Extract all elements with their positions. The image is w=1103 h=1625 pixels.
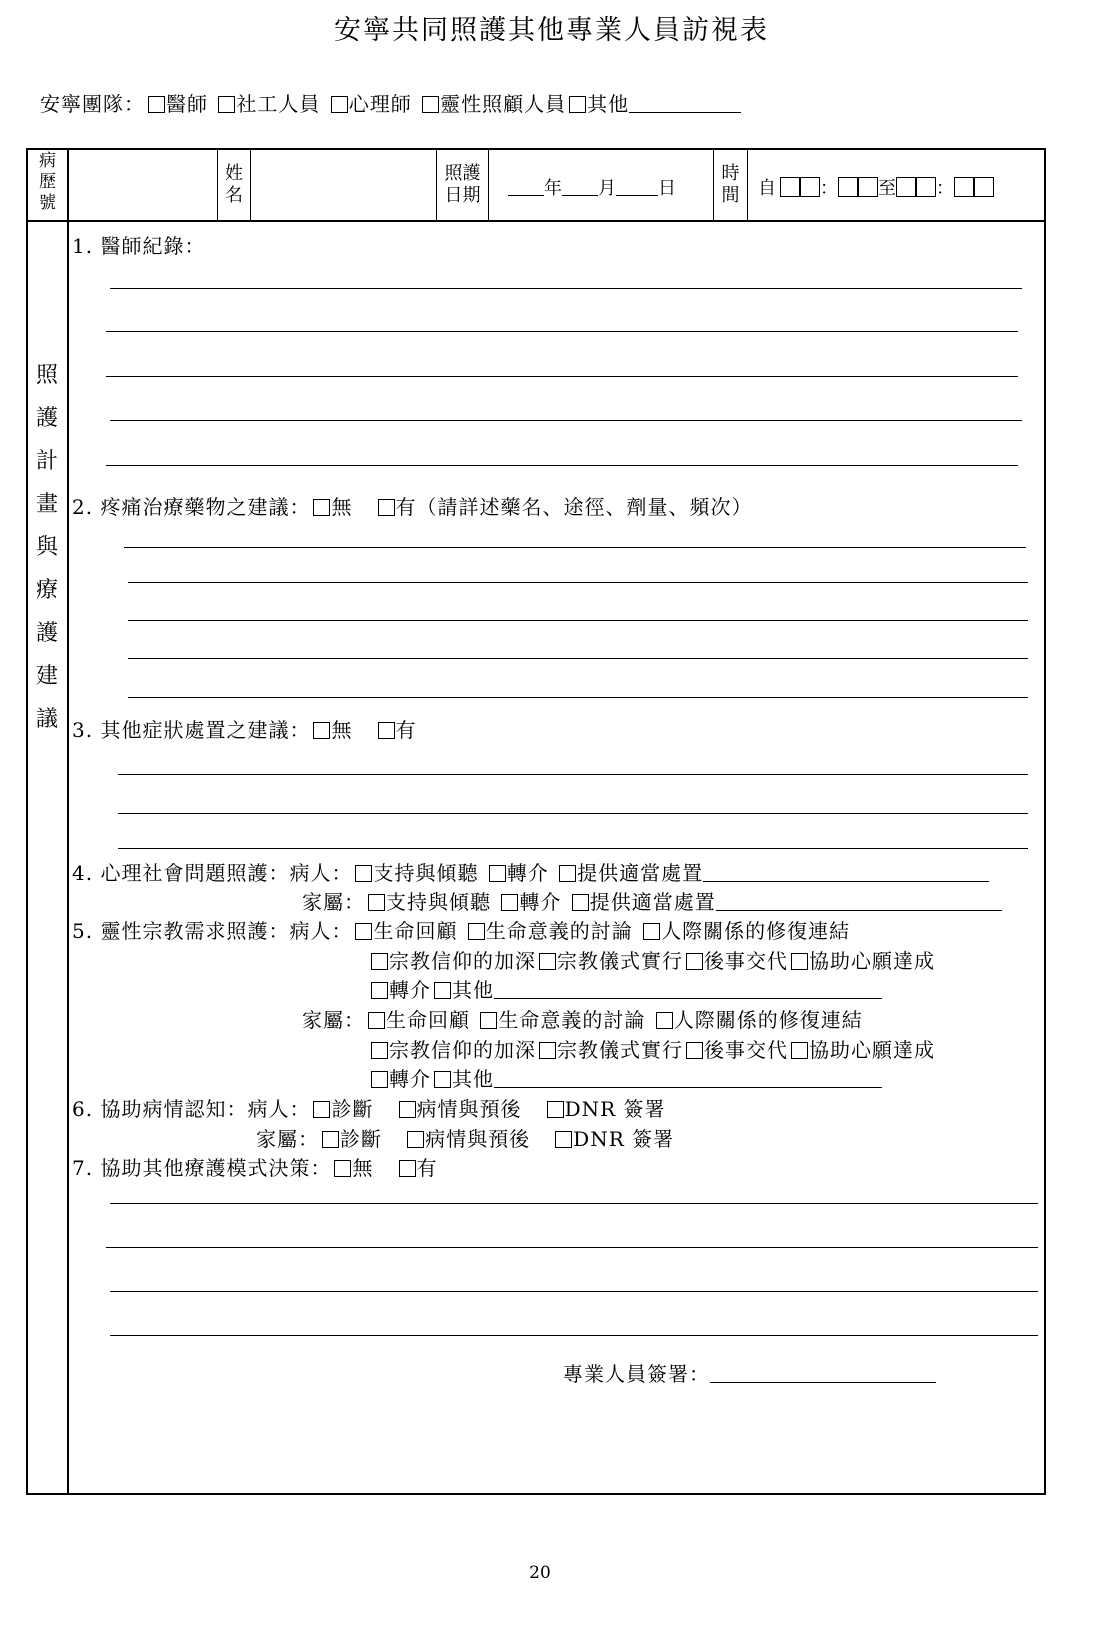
sp-option-relationships: 人際關係的修復連結 (673, 1008, 863, 1032)
care-date-label (437, 163, 488, 207)
date-month-field[interactable] (562, 177, 598, 196)
sp-option-ritual: 宗教儀式實行 (557, 949, 683, 973)
side-label-char: 計 (35, 449, 58, 474)
time-from-label: 自 (758, 178, 776, 199)
psy-option-referral: 轉介 (506, 861, 549, 885)
time-from-hour-digit2[interactable] (800, 177, 820, 197)
checkbox-psy-family-support[interactable] (368, 894, 385, 911)
side-label-char: 畫 (35, 492, 58, 517)
header-divider-v6 (747, 149, 748, 221)
side-label-char: 與 (35, 535, 58, 560)
checkbox-aw-patient-diagnosis[interactable] (313, 1101, 330, 1118)
section-3-label: 3. 其他症狀處置之建議： (72, 718, 311, 742)
psy-option-support: 支持與傾聽 (386, 890, 491, 914)
sp-option-other: 其他 (452, 1067, 494, 1091)
aw-option-diagnosis: 診斷 (331, 1097, 374, 1121)
section-6-patient-row (72, 1093, 666, 1122)
date-month-label: 月 (598, 178, 616, 199)
symptom-none-label: 無 (331, 718, 353, 742)
date-day-label: 日 (658, 178, 676, 199)
record-number-char: 號 (39, 193, 56, 213)
sp-option-life-review: 生命回顧 (373, 919, 458, 943)
spiritual-family-label: 家屬： (302, 1008, 365, 1032)
symptom-yes-label: 有 (395, 718, 417, 742)
checkbox-team-social-worker[interactable] (218, 96, 235, 113)
checkbox-team-doctor[interactable] (148, 96, 165, 113)
team-selection (40, 88, 741, 117)
section-1-writing-line[interactable] (106, 465, 1018, 466)
aw-option-dnr: DNR 簽署 (564, 1097, 666, 1121)
sp-option-other: 其他 (452, 978, 494, 1002)
section-7-writing-line[interactable] (110, 1203, 1038, 1204)
psy-family-notes-field[interactable] (716, 892, 1002, 911)
side-label-char: 照 (35, 363, 58, 388)
team-label: 安寧團隊： (40, 92, 145, 116)
checkbox-sp-family-life-review[interactable] (368, 1012, 385, 1029)
checkbox-psy-patient-treatment[interactable] (559, 865, 576, 882)
section-5-patient-row1 (72, 915, 850, 944)
aw-option-prognosis: 病情與預後 (416, 1097, 522, 1121)
psy-option-treatment: 提供適當處置 (589, 890, 716, 914)
checkbox-sp-patient-meaning[interactable] (468, 923, 485, 940)
spiritual-patient-label: 病人： (289, 919, 353, 943)
checkbox-sp-family-faith[interactable] (371, 1042, 388, 1059)
checkbox-sp-patient-other[interactable] (434, 982, 451, 999)
section-2-writing-line[interactable] (128, 582, 1028, 583)
checkbox-decision-none[interactable] (334, 1160, 351, 1177)
time-to-hour-digit2[interactable] (916, 177, 936, 197)
header-divider-v2 (250, 149, 251, 221)
checkbox-sp-family-meaning[interactable] (480, 1012, 497, 1029)
checkbox-psy-patient-referral[interactable] (489, 865, 506, 882)
section-5-label: 5. 靈性宗教需求照護： (72, 919, 290, 943)
section-1-writing-line[interactable] (110, 420, 1022, 421)
sp-option-affairs: 後事交代 (704, 949, 788, 973)
sp-option-wishes: 協助心願達成 (809, 1038, 935, 1062)
checkbox-pain-none[interactable] (313, 499, 330, 516)
side-label-char: 護 (35, 621, 58, 646)
time-from-hour-digit1[interactable] (780, 177, 800, 197)
section-7-writing-line[interactable] (110, 1291, 1038, 1292)
name-char: 名 (225, 185, 243, 206)
awareness-patient-label: 病人： (247, 1097, 311, 1121)
name-field[interactable] (253, 152, 434, 218)
pain-yes-label: 有（請詳述藥名、途徑、劑量、頻次） (395, 495, 753, 519)
checkbox-aw-family-dnr[interactable] (555, 1131, 572, 1148)
team-option-other: 其他 (587, 92, 630, 116)
side-label-char: 護 (35, 406, 58, 431)
section-1-heading: 1. 醫師紀錄： (72, 234, 206, 258)
psy-option-treatment: 提供適當處置 (577, 861, 704, 885)
time-to-minute-digit1[interactable] (954, 177, 974, 197)
team-option-spiritual: 靈性照顧人員 (440, 92, 567, 116)
signature-row (563, 1358, 936, 1387)
checkbox-sp-patient-relationships[interactable] (643, 923, 660, 940)
section-7-writing-line[interactable] (110, 1335, 1038, 1336)
section-2-writing-line[interactable] (128, 697, 1028, 698)
checkbox-pain-yes[interactable] (378, 499, 395, 516)
checkbox-sp-family-affairs[interactable] (686, 1042, 703, 1059)
team-option-doctor: 醫師 (166, 92, 208, 116)
side-label-char: 建 (35, 664, 58, 689)
name-char: 姓 (225, 163, 243, 184)
checkbox-sp-family-referral[interactable] (371, 1071, 388, 1088)
time-to-label: 至 (878, 178, 896, 199)
team-option-psychologist: 心理師 (348, 92, 412, 116)
time-to-hour-digit1[interactable] (896, 177, 916, 197)
signature-label: 專業人員簽署： (563, 1362, 710, 1386)
time-to-minute-digit2[interactable] (974, 177, 994, 197)
section-4-family-row (302, 886, 1002, 915)
time-from-minute-digit2[interactable] (858, 177, 878, 197)
sp-option-meaning: 生命意義的討論 (498, 1008, 646, 1032)
section-2-heading (72, 491, 753, 520)
sp-option-faith: 宗教信仰的加深 (389, 949, 536, 973)
section-1-writing-line[interactable] (110, 288, 1022, 289)
section-3-writing-line[interactable] (118, 774, 1028, 775)
decision-none-label: 無 (352, 1156, 374, 1180)
time-colon: ： (820, 178, 838, 199)
signature-field[interactable] (710, 1364, 936, 1383)
psy-option-support: 支持與傾聽 (373, 861, 479, 885)
section-3-writing-line[interactable] (118, 813, 1028, 814)
psy-patient-notes-field[interactable] (703, 863, 989, 882)
form-frame (26, 148, 1046, 1495)
section-7-writing-line[interactable] (106, 1247, 1038, 1248)
psy-option-referral: 轉介 (519, 890, 562, 914)
page-title: 安寧共同照護其他專業人員訪視表 (334, 15, 769, 46)
aw-option-prognosis: 病情與預後 (425, 1127, 531, 1151)
record-number-label (28, 151, 67, 214)
section-4-label: 4. 心理社會問題照護： (72, 861, 290, 885)
team-other-field[interactable] (629, 94, 741, 113)
checkbox-symptom-none[interactable] (313, 722, 330, 739)
section-2-writing-line[interactable] (128, 658, 1028, 659)
checkbox-psy-family-treatment[interactable] (572, 894, 589, 911)
pain-none-label: 無 (331, 495, 353, 519)
sp-option-relationships: 人際關係的修復連結 (661, 919, 851, 943)
section-5-patient-row3 (368, 974, 882, 1003)
section-4-patient-row (72, 857, 989, 886)
checkbox-sp-family-ritual[interactable] (539, 1042, 556, 1059)
time-range (758, 174, 994, 200)
record-number-field[interactable] (70, 152, 215, 218)
section-6-family-row (256, 1123, 674, 1152)
sp-option-life-review: 生命回顧 (386, 1008, 470, 1032)
time-colon: ： (936, 178, 954, 199)
checkbox-team-other[interactable] (569, 96, 586, 113)
checkbox-symptom-yes[interactable] (378, 722, 395, 739)
sp-option-faith: 宗教信仰的加深 (389, 1038, 536, 1062)
checkbox-decision-yes[interactable] (399, 1160, 416, 1177)
checkbox-aw-patient-dnr[interactable] (547, 1101, 564, 1118)
checkbox-sp-family-relationships[interactable] (656, 1012, 673, 1029)
section-1-writing-line[interactable] (106, 331, 1018, 332)
care-date-char: 照護 (444, 163, 481, 184)
checkbox-team-psychologist[interactable] (331, 96, 348, 113)
team-option-social-worker: 社工人員 (236, 92, 321, 116)
checkbox-sp-patient-affairs[interactable] (686, 953, 703, 970)
section-2-label: 2. 疼痛治療藥物之建議： (72, 495, 311, 519)
checkbox-sp-family-other[interactable] (434, 1071, 451, 1088)
sp-option-referral: 轉介 (389, 1067, 431, 1091)
record-number-char: 病 (39, 151, 56, 171)
sp-family-other-field[interactable] (494, 1069, 882, 1088)
section-5-family-row2 (368, 1034, 935, 1063)
checkbox-sp-patient-wishes[interactable] (791, 953, 808, 970)
care-date-field (508, 174, 676, 200)
date-year-field[interactable] (508, 177, 544, 196)
checkbox-aw-patient-prognosis[interactable] (399, 1101, 416, 1118)
care-plan-side-label (28, 354, 66, 741)
checkbox-sp-patient-referral[interactable] (371, 982, 388, 999)
checkbox-sp-patient-life-review[interactable] (355, 923, 372, 940)
checkbox-psy-patient-support[interactable] (355, 865, 372, 882)
care-date-char: 日期 (444, 185, 481, 206)
section-3-heading (72, 714, 417, 743)
checkbox-team-spiritual[interactable] (422, 96, 439, 113)
sp-option-meaning: 生命意義的討論 (485, 919, 633, 943)
checkbox-psy-family-referral[interactable] (501, 894, 518, 911)
sp-option-referral: 轉介 (389, 978, 431, 1002)
time-char: 時 (721, 163, 740, 184)
side-column-divider (67, 149, 69, 1494)
page-number: 20 (529, 1563, 551, 1583)
name-label (218, 163, 250, 207)
section-2-writing-line[interactable] (128, 620, 1028, 621)
section-7-heading (72, 1152, 438, 1181)
time-from-minute-digit1[interactable] (838, 177, 858, 197)
checkbox-aw-family-diagnosis[interactable] (322, 1131, 339, 1148)
decision-yes-label: 有 (416, 1156, 438, 1180)
aw-option-diagnosis: 診斷 (340, 1127, 382, 1151)
time-label (714, 163, 747, 207)
section-5-family-row1 (302, 1004, 863, 1033)
sp-option-wishes: 協助心願達成 (809, 949, 935, 973)
sp-patient-other-field[interactable] (494, 980, 882, 999)
time-char: 間 (721, 185, 740, 206)
psychosocial-family-label: 家屬： (302, 890, 365, 914)
checkbox-sp-patient-ritual[interactable] (539, 953, 556, 970)
section-3-writing-line[interactable] (118, 848, 1028, 849)
checkbox-aw-family-prognosis[interactable] (407, 1131, 424, 1148)
side-label-char: 議 (35, 707, 58, 732)
section-6-label: 6. 協助病情認知： (72, 1097, 248, 1121)
side-label-char: 療 (35, 578, 58, 603)
section-7-label: 7. 協助其他療護模式決策： (72, 1156, 332, 1180)
awareness-family-label: 家屬： (256, 1127, 319, 1151)
checkbox-sp-family-wishes[interactable] (791, 1042, 808, 1059)
section-2-writing-line[interactable] (124, 547, 1026, 548)
checkbox-sp-patient-faith[interactable] (371, 953, 388, 970)
section-1-writing-line[interactable] (106, 376, 1018, 377)
sp-option-ritual: 宗教儀式實行 (557, 1038, 683, 1062)
record-number-char: 歷 (39, 172, 56, 192)
header-divider (26, 220, 1046, 222)
section-5-family-row3 (368, 1063, 882, 1092)
header-divider-v4 (488, 149, 489, 221)
aw-option-dnr: DNR 簽署 (573, 1127, 675, 1151)
section-5-patient-row2 (368, 945, 935, 974)
date-day-field[interactable] (616, 177, 658, 196)
sp-option-affairs: 後事交代 (704, 1038, 788, 1062)
date-year-label: 年 (544, 178, 562, 199)
psychosocial-patient-label: 病人： (289, 861, 353, 885)
